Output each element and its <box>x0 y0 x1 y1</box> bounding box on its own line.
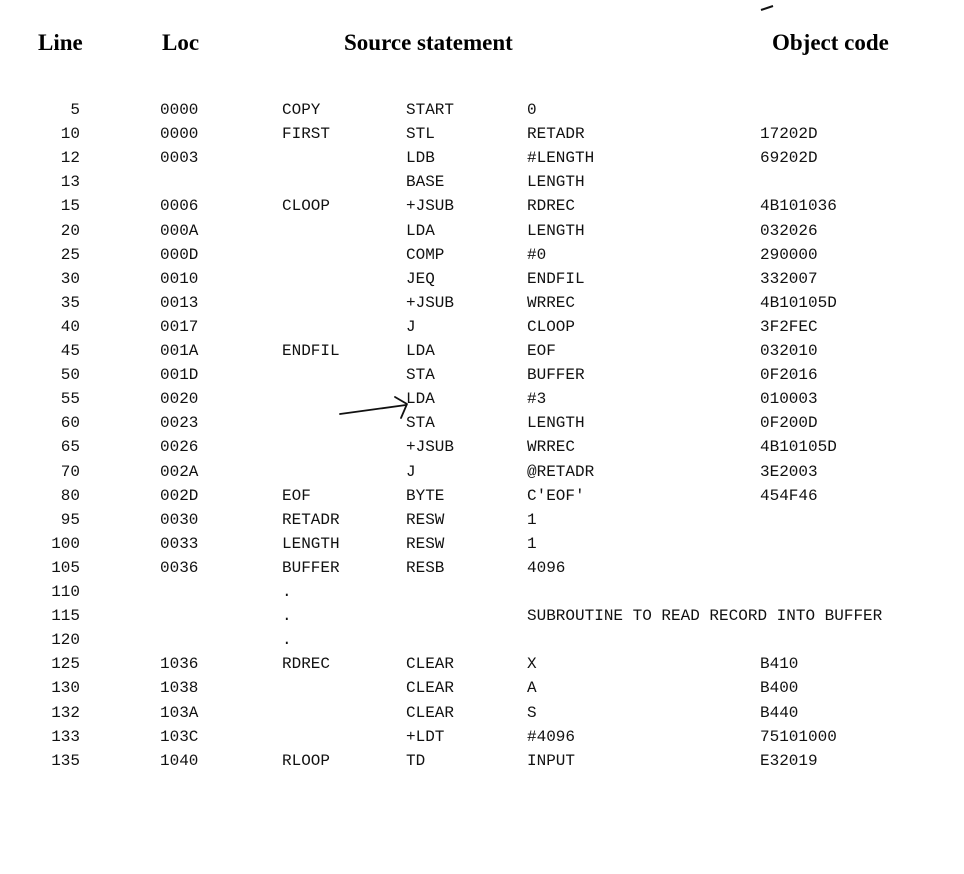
label: FIRST <box>282 125 331 144</box>
listing-row <box>0 628 964 652</box>
operand: X <box>527 655 537 674</box>
operand: ENDFIL <box>527 269 585 288</box>
location: 1036 <box>160 655 199 674</box>
line-number: 13 <box>60 173 80 192</box>
label: CLOOP <box>282 197 331 216</box>
object-code: B400 <box>760 679 799 698</box>
line-number: 25 <box>60 245 80 264</box>
operand: C'EOF' <box>527 486 585 505</box>
line-number: 5 <box>70 101 80 119</box>
object-code: 17202D <box>760 125 818 144</box>
operand: SUBROUTINE TO READ RECORD INTO BUFFER <box>527 607 883 626</box>
location: 0036 <box>160 558 199 577</box>
line-number: 35 <box>60 293 80 312</box>
line-number: 70 <box>60 462 80 481</box>
listing-row <box>0 556 964 580</box>
operand: LENGTH <box>527 414 585 433</box>
label: ENDFIL <box>282 342 340 360</box>
location: 002D <box>160 486 199 505</box>
location: 0020 <box>160 390 199 409</box>
label: BUFFER <box>282 558 340 577</box>
label: . <box>282 607 292 626</box>
line-number: 20 <box>60 221 80 240</box>
listing-row <box>0 484 964 508</box>
header-loc: Loc <box>162 30 200 55</box>
line-number: 110 <box>51 583 80 601</box>
listing-row <box>0 532 964 556</box>
line-number: 120 <box>51 631 80 650</box>
line-number: 135 <box>51 751 80 770</box>
line-number: 132 <box>51 703 80 722</box>
opcode: RESW <box>406 510 445 529</box>
opcode: LDA <box>406 342 435 360</box>
listing-row <box>0 194 964 218</box>
object-code: 3F2FEC <box>760 317 818 336</box>
opcode: BASE <box>406 173 445 192</box>
operand: WRREC <box>527 293 576 312</box>
listing-row <box>0 267 964 291</box>
object-code: 332007 <box>760 269 818 288</box>
location: 0013 <box>160 293 199 312</box>
listing-row <box>0 676 964 700</box>
opcode: STA <box>406 414 435 433</box>
object-code: 3E2003 <box>760 462 818 481</box>
object-code: 290000 <box>760 245 818 264</box>
line-number: 95 <box>60 510 80 529</box>
opcode: STL <box>406 125 435 144</box>
location: 002A <box>160 462 199 481</box>
listing-row <box>0 725 964 749</box>
label: EOF <box>282 486 311 505</box>
opcode: STA <box>406 366 435 385</box>
line-number: 60 <box>60 414 80 433</box>
object-code: E32019 <box>760 751 818 770</box>
listing-row <box>0 363 964 387</box>
operand: 4096 <box>527 558 566 577</box>
label: . <box>282 583 292 601</box>
label: LENGTH <box>282 534 340 553</box>
object-code: 0F2016 <box>760 366 818 385</box>
location: 1038 <box>160 679 199 698</box>
line-number: 105 <box>51 558 80 577</box>
opcode: +JSUB <box>406 438 455 457</box>
object-code: 010003 <box>760 390 818 409</box>
listing-row <box>0 604 964 628</box>
location: 0003 <box>160 149 199 168</box>
operand: #LENGTH <box>527 149 595 168</box>
line-number: 115 <box>51 607 80 626</box>
opcode: BYTE <box>406 486 445 505</box>
opcode: TD <box>406 751 426 770</box>
opcode: LDA <box>406 221 435 240</box>
opcode: START <box>406 101 455 119</box>
line-number: 10 <box>60 125 80 144</box>
object-code: 454F46 <box>760 486 818 505</box>
operand: A <box>527 679 537 698</box>
operand: S <box>527 703 537 722</box>
opcode: LDB <box>406 149 435 168</box>
line-number: 100 <box>51 534 80 553</box>
listing-row <box>0 387 964 411</box>
location: 0033 <box>160 534 199 553</box>
line-number: 45 <box>60 342 80 360</box>
listing-row <box>0 243 964 267</box>
object-code: B410 <box>760 655 799 674</box>
label: RDREC <box>282 655 331 674</box>
operand: BUFFER <box>527 366 585 385</box>
location: 0030 <box>160 510 199 529</box>
listing-row <box>0 508 964 532</box>
location: 0026 <box>160 438 199 457</box>
operand: INPUT <box>527 751 576 770</box>
line-number: 55 <box>60 390 80 409</box>
listing-row <box>0 291 964 315</box>
object-code: 4B10105D <box>760 293 837 312</box>
listing-row <box>0 435 964 459</box>
location: 000D <box>160 245 199 264</box>
location: 0017 <box>160 317 199 336</box>
listing-row <box>0 219 964 243</box>
header-line: Line <box>38 30 83 55</box>
line-number: 133 <box>51 727 80 746</box>
operand: #0 <box>527 245 547 264</box>
label: . <box>282 631 292 650</box>
opcode: J <box>406 317 416 336</box>
operand: 0 <box>527 101 537 119</box>
opcode: +JSUB <box>406 197 455 216</box>
listing-row <box>0 749 964 773</box>
opcode: CLEAR <box>406 679 455 698</box>
listing-row <box>0 580 964 604</box>
listing-row <box>0 98 964 122</box>
opcode: +JSUB <box>406 293 455 312</box>
location: 0000 <box>160 101 199 119</box>
line-number: 65 <box>60 438 80 457</box>
listing-row <box>0 170 964 194</box>
object-code: 4B101036 <box>760 197 837 216</box>
line-number: 130 <box>51 679 80 698</box>
object-code: 032026 <box>760 221 818 240</box>
location: 1040 <box>160 751 199 770</box>
operand: #4096 <box>527 727 576 746</box>
line-number: 50 <box>60 366 80 385</box>
opcode: RESB <box>406 558 445 577</box>
operand: RDREC <box>527 197 576 216</box>
object-code: B440 <box>760 703 799 722</box>
location: 0023 <box>160 414 199 433</box>
listing-row <box>0 460 964 484</box>
location: 000A <box>160 221 199 240</box>
listing-row <box>0 122 964 146</box>
opcode: JEQ <box>406 269 435 288</box>
line-number: 40 <box>60 317 80 336</box>
operand: 1 <box>527 510 537 529</box>
opcode: CLEAR <box>406 655 455 674</box>
pen-mark-icon <box>760 4 774 12</box>
opcode: J <box>406 462 416 481</box>
location: 0000 <box>160 125 199 144</box>
operand: LENGTH <box>527 173 585 192</box>
location: 103C <box>160 727 199 746</box>
operand: 1 <box>527 534 537 553</box>
label: COPY <box>282 101 321 119</box>
object-code: 4B10105D <box>760 438 837 457</box>
object-code: 69202D <box>760 149 818 168</box>
header-object-code: Object code <box>772 30 889 55</box>
line-number: 15 <box>60 197 80 216</box>
operand: RETADR <box>527 125 585 144</box>
header-source-statement: Source statement <box>344 30 513 55</box>
listing-row <box>0 146 964 170</box>
object-code: 75101000 <box>760 727 837 746</box>
line-number: 30 <box>60 269 80 288</box>
opcode: RESW <box>406 534 445 553</box>
listing-row <box>0 411 964 435</box>
location: 103A <box>160 703 199 722</box>
opcode: COMP <box>406 245 445 264</box>
opcode: +LDT <box>406 727 445 746</box>
location: 0010 <box>160 269 199 288</box>
listing-row <box>0 315 964 339</box>
listing-row <box>0 652 964 676</box>
location: 0006 <box>160 197 199 216</box>
operand: LENGTH <box>527 221 585 240</box>
operand: WRREC <box>527 438 576 457</box>
object-code: 0F200D <box>760 414 818 433</box>
line-number: 80 <box>60 486 80 505</box>
opcode: CLEAR <box>406 703 455 722</box>
opcode: LDA <box>406 390 435 409</box>
location: 001A <box>160 342 199 360</box>
object-code: 032010 <box>760 342 818 360</box>
operand: EOF <box>527 342 556 360</box>
operand: #3 <box>527 390 547 409</box>
listing-row <box>0 701 964 725</box>
operand: @RETADR <box>527 462 595 481</box>
handwritten-arrow-icon <box>338 394 410 424</box>
line-number: 12 <box>60 149 80 168</box>
location: 001D <box>160 366 199 385</box>
line-number: 125 <box>51 655 80 674</box>
listing-row <box>0 339 964 363</box>
label: RETADR <box>282 510 340 529</box>
label: RLOOP <box>282 751 331 770</box>
operand: CLOOP <box>527 317 576 336</box>
